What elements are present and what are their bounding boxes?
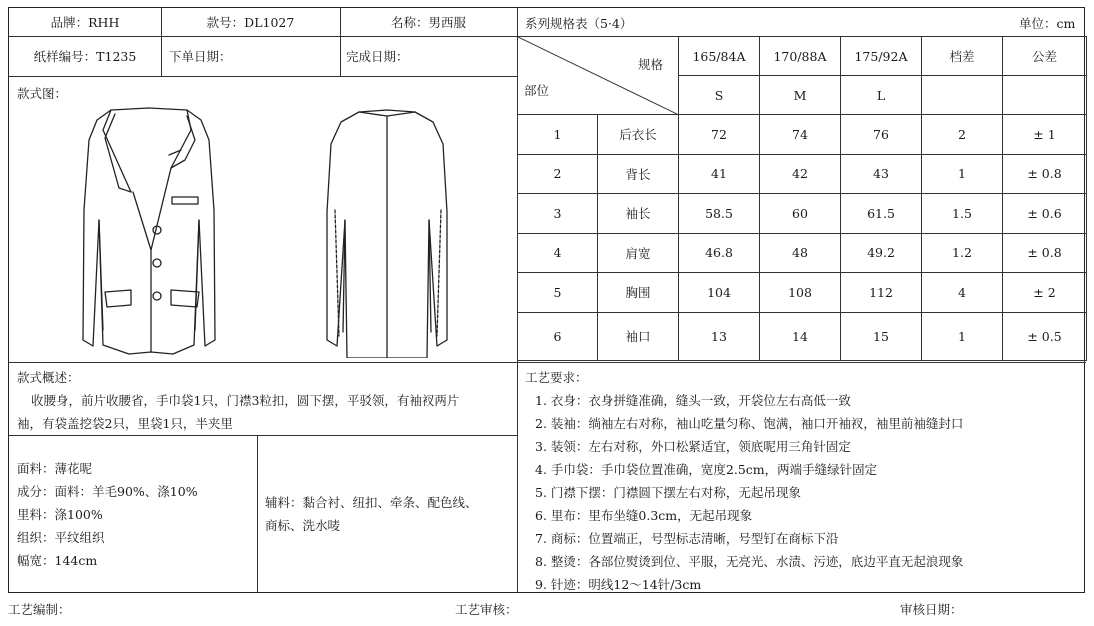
- finish-date-cell: [346, 36, 516, 76]
- row-no: 3: [518, 194, 598, 234]
- row-l: 15: [841, 312, 922, 360]
- order-date-text: 下单日期：: [169, 49, 232, 64]
- finish-date-text: 完成日期：: [346, 49, 409, 64]
- footer-maker: 工艺编制：: [8, 602, 71, 617]
- table-row: [518, 115, 1087, 155]
- row-part: 背长: [598, 154, 679, 194]
- process-requirements: [525, 366, 1080, 596]
- grade-header: 档差: [922, 37, 1003, 76]
- row-tolerance: ± 0.8: [1003, 154, 1087, 194]
- row-m: 14: [760, 312, 841, 360]
- table-row: [518, 194, 1087, 234]
- process-item: 4. 手巾袋：手巾袋位置准确，宽度2.5cm，两端手缝绿针固定: [535, 462, 878, 477]
- divider: [161, 8, 162, 76]
- overview-line-2: 袖，有袋盖挖袋2只，里袋1只，半夹里: [17, 416, 233, 431]
- row-tolerance: ± 0.6: [1003, 194, 1087, 234]
- table-row: [518, 233, 1087, 273]
- row-m: 48: [760, 233, 841, 273]
- row-l: 61.5: [841, 194, 922, 234]
- divider: [340, 8, 341, 76]
- row-m: 42: [760, 154, 841, 194]
- row-s: 41: [679, 154, 760, 194]
- pattern-no-cell: [9, 36, 161, 76]
- part-header: 部位: [524, 83, 550, 98]
- row-s: 46.8: [679, 233, 760, 273]
- style-overview: [17, 366, 513, 435]
- accessories-line-2: 商标、洗水唛: [265, 518, 341, 533]
- row-grade: 2: [922, 115, 1003, 155]
- empty-cell: [1003, 76, 1087, 115]
- process-item: 9. 针迹：明线12～14针/3cm: [535, 577, 702, 592]
- table-row: [518, 154, 1087, 194]
- row-m: 60: [760, 194, 841, 234]
- table-row: [518, 273, 1087, 313]
- style-no-cell: [161, 8, 340, 36]
- accessories-line-1: 辅料：黏合衬、纽扣、牵条、配色线、: [265, 495, 478, 510]
- row-l: 49.2: [841, 233, 922, 273]
- unit-label: 单位：cm: [1019, 16, 1076, 31]
- row-no: 5: [518, 273, 598, 313]
- series-title: 系列规格表（5·4）: [525, 16, 633, 31]
- empty-cell: [922, 76, 1003, 115]
- size-code-s: S: [679, 76, 760, 115]
- spec-sheet: [8, 7, 1085, 593]
- row-grade: 4: [922, 273, 1003, 313]
- process-item: 3. 装领：左右对称，外口松紧适宜，领底呢用三角针固定: [535, 439, 851, 454]
- diagonal-line: [518, 37, 679, 115]
- row-s: 58.5: [679, 194, 760, 234]
- overview-title: 款式概述：: [17, 370, 80, 385]
- divider: [257, 435, 258, 593]
- fabric-composition: 成分：面料：羊毛90%、涤10%: [17, 484, 198, 499]
- row-tolerance: ± 2: [1003, 273, 1087, 313]
- size-code-m: M: [760, 76, 841, 115]
- row-part: 肩宽: [598, 233, 679, 273]
- size-m-label: 170/88A: [760, 37, 841, 76]
- style-no-text: 款号：DL1027: [206, 15, 295, 30]
- divider: [9, 435, 517, 436]
- size-spec-table: [517, 36, 1087, 361]
- row-no: 4: [518, 233, 598, 273]
- row-part: 袖长: [598, 194, 679, 234]
- fabric-weave: 组织：平纹组织: [17, 530, 105, 545]
- row-m: 108: [760, 273, 841, 313]
- size-l-label: 175/92A: [841, 37, 922, 76]
- tolerance-header: 公差: [1003, 37, 1087, 76]
- fabric-lining: 里料：涤100%: [17, 507, 103, 522]
- fabric-info: [17, 457, 253, 572]
- table-row: [518, 312, 1087, 360]
- fabric-face: 面料：薄花呢: [17, 461, 93, 476]
- row-l: 43: [841, 154, 922, 194]
- row-l: 112: [841, 273, 922, 313]
- garment-name-text: 名称：男西服: [390, 15, 466, 30]
- jacket-back-drawing: [327, 110, 447, 358]
- row-no: 1: [518, 115, 598, 155]
- pattern-no-text: 纸样编号：T1235: [33, 49, 137, 64]
- row-no: 6: [518, 312, 598, 360]
- row-part: 后衣长: [598, 115, 679, 155]
- size-s-label: 165/84A: [679, 37, 760, 76]
- row-grade: 1: [922, 312, 1003, 360]
- process-item: 2. 装袖：绱袖左右对称，袖山吃量匀称、饱满，袖口开袖衩，袖里前袖缝封口: [535, 416, 964, 431]
- row-s: 104: [679, 273, 760, 313]
- process-item: 1. 衣身：衣身拼缝准确，缝头一致，开袋位左右高低一致: [535, 393, 851, 408]
- size-code-l: L: [841, 76, 922, 115]
- garment-name-cell: [340, 8, 517, 36]
- accessories-info: [265, 491, 515, 537]
- brand-cell: [9, 8, 161, 36]
- process-item: 7. 商标：位置端正，号型标志清晰，号型钉在商标下沿: [535, 531, 839, 546]
- jacket-sketch: [59, 100, 479, 358]
- process-item: 8. 整烫：各部位熨烫到位、平服，无亮光、水渍、污迹，底边平直无起浪现象: [535, 554, 964, 569]
- process-title: 工艺要求：: [525, 370, 588, 385]
- spec-header: 规格: [638, 57, 664, 72]
- sketch-label: 款式图：: [17, 86, 68, 101]
- divider: [9, 76, 517, 77]
- divider: [9, 362, 1086, 363]
- row-part: 袖口: [598, 312, 679, 360]
- row-s: 72: [679, 115, 760, 155]
- jacket-front-drawing: [83, 108, 215, 354]
- row-tolerance: ± 0.8: [1003, 233, 1087, 273]
- process-item: 6. 里布：里布坐缝0.3cm，无起吊现象: [535, 508, 753, 523]
- row-grade: 1.5: [922, 194, 1003, 234]
- row-grade: 1.2: [922, 233, 1003, 273]
- fabric-width: 幅宽：144cm: [17, 553, 98, 568]
- row-s: 13: [679, 312, 760, 360]
- row-l: 76: [841, 115, 922, 155]
- order-date-cell: [169, 36, 339, 76]
- row-m: 74: [760, 115, 841, 155]
- row-grade: 1: [922, 154, 1003, 194]
- footer-reviewer: 工艺审核：: [455, 602, 518, 617]
- row-no: 2: [518, 154, 598, 194]
- header-spec-part-cell: [518, 37, 679, 115]
- overview-line-1: 收腰身，前片收腰省，手巾袋1只，门襟3粒扣，圆下摆，平驳领，有袖衩两片: [31, 393, 460, 408]
- row-tolerance: ± 0.5: [1003, 312, 1087, 360]
- footer-review-date: 审核日期：: [900, 602, 963, 617]
- row-part: 胸围: [598, 273, 679, 313]
- brand-text: 品牌：RHH: [50, 15, 120, 30]
- process-item: 5. 门襟下摆：门襟圆下摆左右对称，无起吊现象: [535, 485, 801, 500]
- row-tolerance: ± 1: [1003, 115, 1087, 155]
